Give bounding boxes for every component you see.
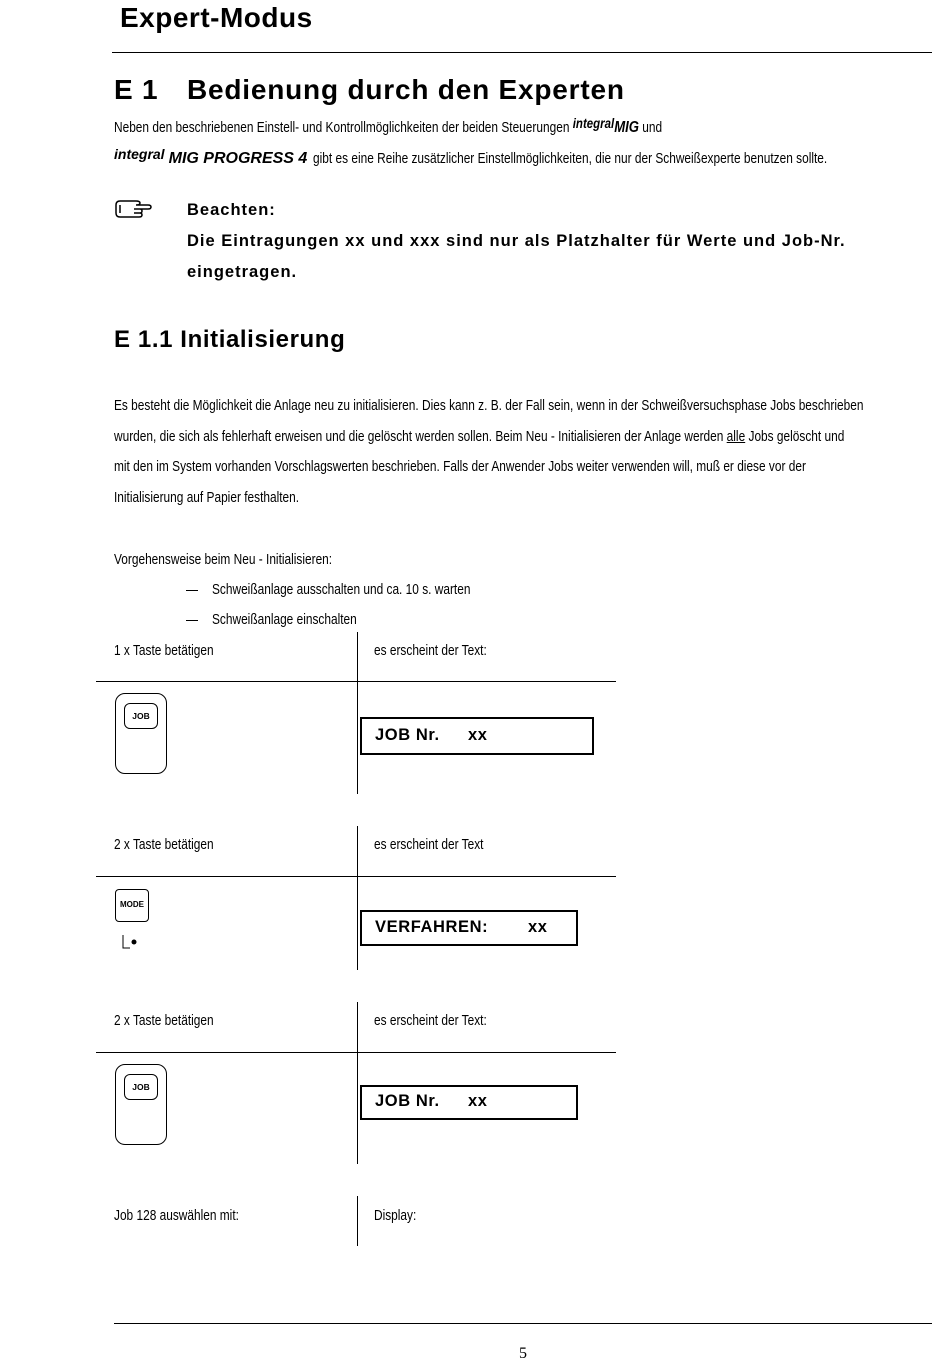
page-number: 5: [519, 1345, 527, 1362]
pointing-hand-icon: [114, 197, 154, 226]
intro-line-2: [114, 146, 940, 168]
table-divider-v: [357, 1002, 358, 1164]
footer-divider: [114, 1323, 932, 1324]
section-title: Bedienung durch den Experten: [187, 74, 625, 105]
intro-text-c: gibt es eine Reihe zusätzlicher Einstellmöglichkeiten, die nur der Schweißexperte benutzen sollte.: [313, 151, 828, 167]
job-key-button[interactable]: [115, 1064, 167, 1145]
note-line-2: eingetragen.: [187, 263, 298, 281]
header-divider: [112, 52, 932, 53]
step-1-action: 1 x Taste betätigen: [114, 643, 214, 659]
step-4-result-label: Display:: [374, 1208, 417, 1224]
table-divider-v: [357, 632, 358, 794]
mode-key-button[interactable]: [115, 889, 149, 922]
display-value: xx: [468, 1092, 488, 1110]
step-2-action: 2 x Taste betätigen: [114, 837, 214, 853]
procedure-step-1: Schweißanlage ausschalten und ca. 10 s. warten: [186, 582, 527, 598]
mode-indicator-icon: [122, 934, 142, 955]
procedure-title: Vorgehensweise beim Neu - Initialisieren:: [114, 552, 333, 568]
underlined-word: alle: [726, 429, 746, 445]
page-header-title: Expert-Modus: [120, 2, 313, 33]
para-line-4: Initialisierung auf Papier festhalten.: [114, 490, 300, 506]
procedure-step-2: Schweißanlage einschalten: [186, 612, 389, 628]
display-label: VERFAHREN:: [375, 918, 489, 936]
display-value: xx: [528, 918, 548, 936]
display-label: JOB Nr.: [375, 726, 440, 744]
table-divider-h: [96, 876, 616, 877]
dash-bullet: [186, 590, 198, 591]
step-4-action: Job 128 auswählen mit:: [114, 1208, 239, 1224]
step-3-result-label: es erscheint der Text:: [374, 1013, 487, 1029]
brand-integral-1: integral: [572, 115, 615, 131]
display-verfahren: [360, 910, 578, 946]
step-1-result-label: es erscheint der Text:: [374, 643, 487, 659]
display-label: JOB Nr.: [375, 1092, 440, 1110]
table-divider-v: [357, 1196, 358, 1246]
intro-line-1: [114, 115, 782, 137]
dash-bullet: [186, 620, 198, 621]
section-number: E 1: [114, 74, 159, 105]
display-job-nr-2: [360, 1085, 578, 1120]
display-job-nr: [360, 717, 594, 755]
para-line-2: wurden, die sich als fehlerhaft erweisen und die gelöscht werden sollen. Beim Neu - Initialisieren der Anlage werden alle Jobs gelöscht und: [114, 429, 845, 445]
mode-key-label: MODE: [120, 900, 144, 909]
step-2-result-label: es erscheint der Text: [374, 837, 484, 853]
brand-name-1: MIG: [614, 119, 639, 136]
table-divider-v: [357, 826, 358, 970]
job-key-button[interactable]: [115, 693, 167, 774]
job-key-label: JOB: [124, 1074, 158, 1100]
subsection-title: E 1.1 Initialisierung: [114, 326, 346, 353]
intro-text-a: Neben den beschriebenen Einstell- und Kontrollmöglichkeiten der beiden Steuerungen: [114, 120, 570, 136]
para-line-3: mit den im System vorhanden Vorschlagswerten beschrieben. Falls der Anwender Jobs weiter verwenden will, muß er diese vor der: [114, 459, 806, 475]
table-divider-h: [96, 1052, 616, 1053]
note-heading: Beachten:: [187, 201, 276, 219]
job-key-label: JOB: [124, 703, 158, 729]
brand-name-2: MIG PROGRESS 4: [168, 150, 308, 167]
para-line-1: Es besteht die Möglichkeit die Anlage neu zu initialisieren. Dies kann z. B. der Fall sein, wenn in der Schweißversuchsphase Jobs beschrieben: [114, 398, 864, 414]
display-value: xx: [468, 726, 488, 744]
note-line-1: Die Eintragungen xx und xxx sind nur als Platzhalter für Werte und Job-Nr.: [187, 232, 846, 250]
brand-integral-2: integral: [114, 146, 165, 162]
step-3-action: 2 x Taste betätigen: [114, 1013, 214, 1029]
intro-text-b: und: [642, 120, 663, 136]
table-divider-h: [96, 681, 616, 682]
